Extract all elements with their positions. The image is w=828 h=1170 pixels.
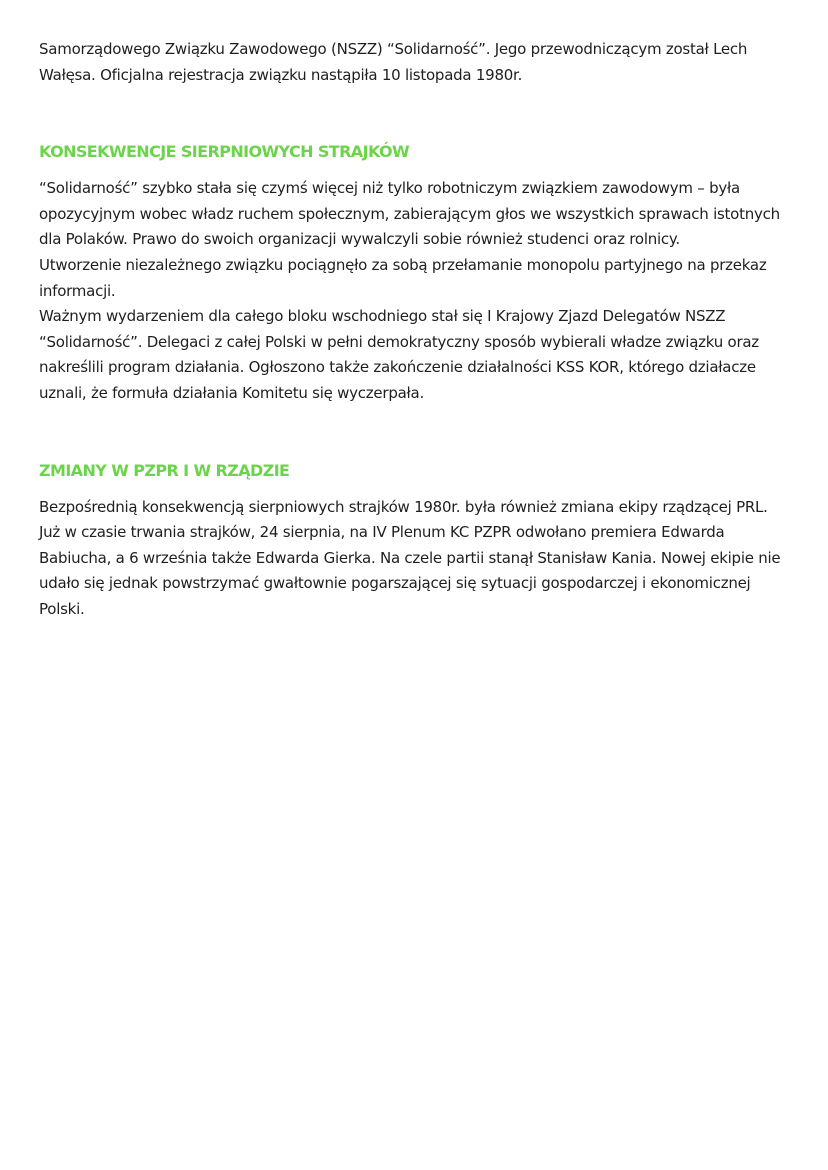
section-1-paragraph-1: “Solidarność” szybko stała się czymś więcej niż tylko robotniczym związkiem zawodowym – była opozycyjnym wobec władz ruchem społecznym, zabierającym głos we wszystkich sprawach istotnych dla Polaków. Prawo do swoich organizacji wywalczyli sobie również studenci oraz rolnicy. (39, 179, 780, 249)
section-heading-konsekwencje: KONSEKWENCJE SIERPNIOWYCH STRAJKÓW (39, 142, 410, 162)
document-page (39, 37, 791, 623)
section-2-paragraph-1: Bezpośrednią konsekwencją sierpniowych strajków 1980r. była również zmiana ekipy rządzącej PRL. Już w czasie trwania strajków, 24 sierpnia, na IV Plenum KC PZPR odwołano premiera Edwarda Babiucha, a 6 września także Edwarda Gierka. Na czele partii stanął Stanisław Kania. Nowej ekipie nie udało się jednak powstrzymać gwałtownie pogarszającej się sytuacji gospodarczej i ekonomicznej Polski. (39, 497, 781, 618)
section-heading-zmiany: ZMIANY W PZPR I W RZĄDZIE (39, 460, 290, 480)
intro-paragraph: Samorządowego Związku Zawodowego (NSZZ) “Solidarność”. Jego przewodniczącym został Lech Wałęsa. Oficjalna rejestracja związku nastąpiła 10 listopada 1980r. (39, 40, 748, 84)
section-1-paragraph-2: Utworzenie niezależnego związku pociągnęło za sobą przełamanie monopolu partyjnego na przekaz informacji. (39, 255, 767, 300)
section-1-paragraph-3: Ważnym wydarzeniem dla całego bloku wschodniego stał się I Krajowy Zjazd Delegatów NSZZ “Solidarność”. Delegaci z całej Polski w pełni demokratyczny sposób wybierali władze związku oraz nakreślili program działania. Ogłoszono także zakończenie działalności KSS KOR, którego działacze uznali, że formuła działania Komitetu się wyczerpała. (39, 307, 759, 402)
